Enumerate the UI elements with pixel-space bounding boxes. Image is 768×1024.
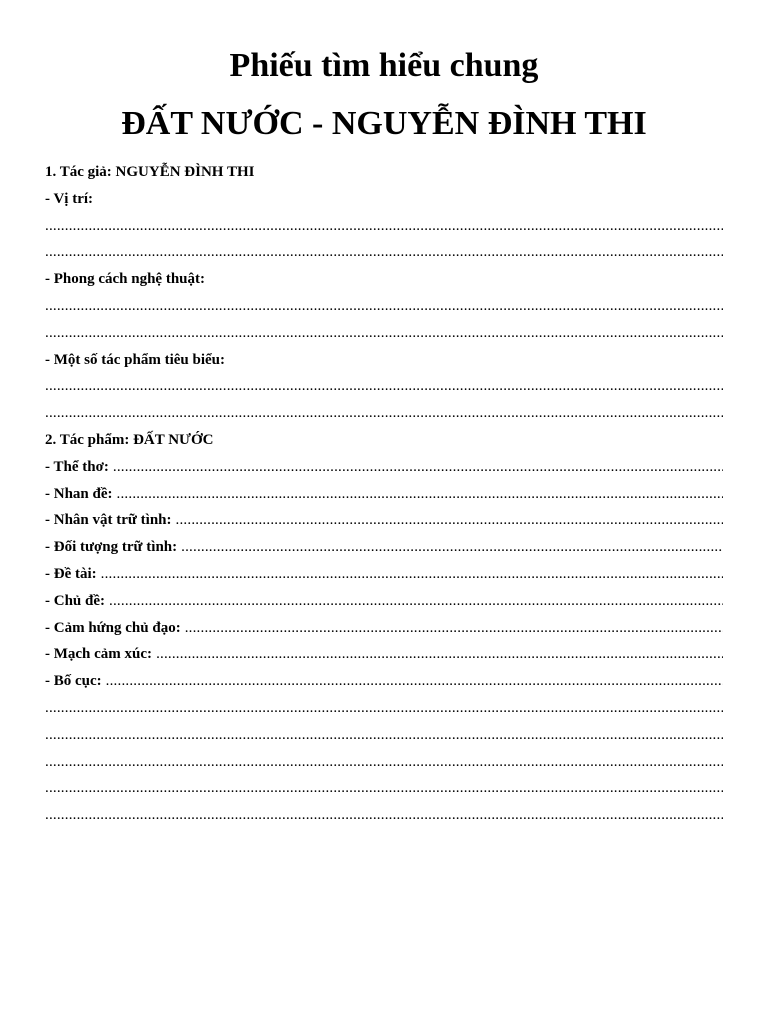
field-notable-works: - Một số tác phẩm tiêu biểu: — [45, 351, 225, 368]
field-emotional-flow[interactable]: - Mạch cảm xúc: ..... — [45, 641, 723, 668]
answer-line[interactable] — [45, 749, 723, 776]
answer-line[interactable] — [45, 695, 723, 722]
field-structure[interactable]: - Bố cục: ..... — [45, 668, 723, 695]
section-author-heading: 1. Tác giả: NGUYỄN ĐÌNH THI — [45, 164, 255, 180]
field-theme[interactable]: - Chủ đề: ..... — [45, 588, 723, 615]
answer-line[interactable] — [45, 373, 723, 400]
field-lyrical-character[interactable]: - Nhân vật trữ tình: ..... — [45, 507, 723, 534]
field-lyrical-object[interactable]: - Đối tượng trữ tình: ..... — [45, 534, 723, 561]
worksheet-title: Phiếu tìm hiểu chung — [229, 47, 539, 84]
answer-line[interactable] — [45, 320, 723, 347]
field-title-meaning[interactable]: - Nhan đề: ..... — [45, 481, 723, 508]
answer-line[interactable] — [45, 802, 723, 829]
field-art-style: - Phong cách nghệ thuật: — [45, 271, 206, 288]
answer-line[interactable] — [45, 293, 723, 320]
section-work-heading: 2. Tác phẩm: ĐẤT NƯỚC — [45, 431, 214, 448]
answer-line[interactable] — [45, 775, 723, 802]
answer-line[interactable] — [45, 400, 723, 427]
field-verse-form[interactable]: - Thể thơ: ..... — [45, 454, 723, 481]
answer-line[interactable] — [45, 722, 723, 749]
poem-title: ĐẤT NƯỚC - NGUYỄN ĐÌNH THI — [121, 105, 647, 142]
worksheet-body — [45, 159, 723, 829]
field-main-inspiration[interactable]: - Cảm hứng chủ đạo: ..... — [45, 615, 723, 642]
answer-line[interactable] — [45, 213, 723, 240]
field-position: - Vị trí: — [45, 190, 94, 207]
answer-line[interactable] — [45, 239, 723, 266]
field-topic[interactable]: - Đề tài: ..... — [45, 561, 723, 588]
